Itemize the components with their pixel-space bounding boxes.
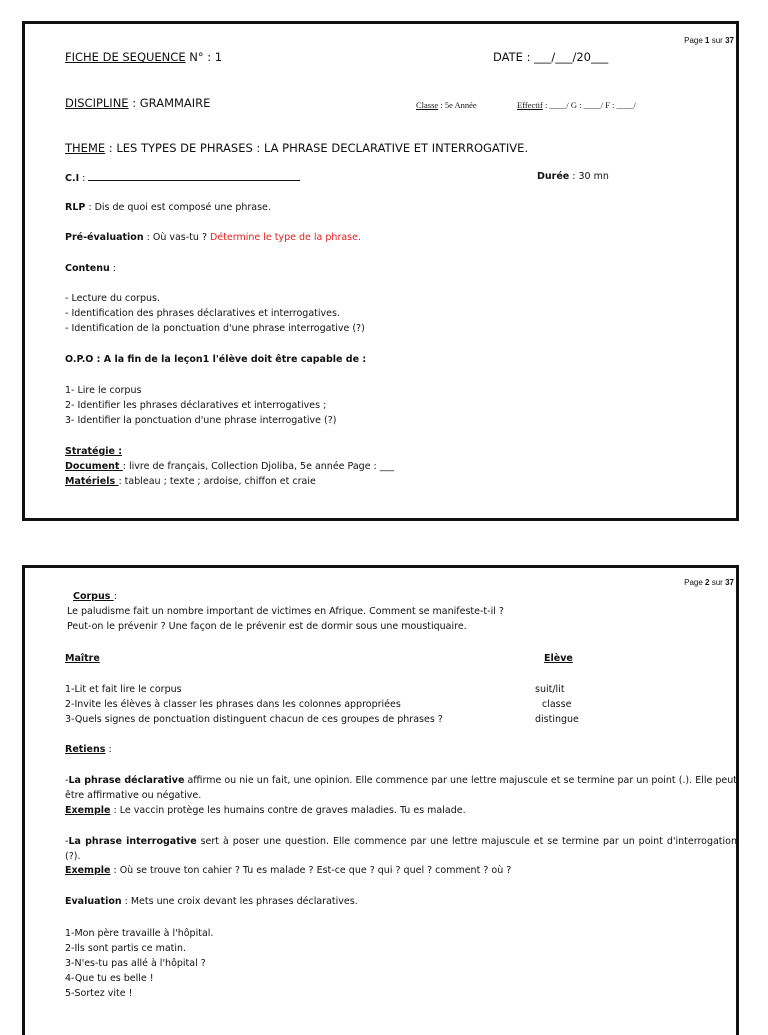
table-row-eleve: distingue [535, 714, 579, 725]
materiels-line: Matériels : tableau ; texte ; ardoise, chiffon et craie [65, 476, 316, 487]
list-item: 5-Sortez vite ! [65, 988, 133, 999]
declarative-example: Exemple : Le vaccin protège les humains contre de graves maladies. Tu es malade. [65, 805, 466, 816]
contenu-label: Contenu : [65, 263, 117, 274]
date-field: DATE : ___/___/20___ [493, 50, 609, 64]
discipline-line: DISCIPLINE : GRAMMAIRE [65, 96, 211, 110]
page-number: Page 1 sur 37 [684, 36, 734, 45]
list-item: 3- Identifier la ponctuation d'une phrase interrogative (?) [65, 415, 337, 426]
theme-line: THEME : LES TYPES DE PHRASES : LA PHRASE DECLARATIVE ET INTERROGATIVE. [65, 141, 529, 155]
rlp-line: RLP : Dis de quoi est composé une phrase. [65, 202, 271, 213]
evaluation-line: Evaluation : Mets une croix devant les phrases déclaratives. [65, 896, 358, 907]
pre-evaluation-line: Pré-évaluation : Où vas-tu ? Détermine le type de la phrase. [65, 232, 361, 243]
table-row-eleve: classe [542, 699, 572, 710]
list-item: 4-Que tu es belle ! [65, 973, 154, 984]
list-item: 2-Ils sont partis ce matin. [65, 943, 187, 954]
maitre-column [65, 682, 443, 727]
corpus-text [67, 604, 504, 634]
strategie-label: Stratégie : [65, 446, 123, 457]
effectif-field: Effectif : ____/ G : ____/ F : ____/ [517, 100, 636, 110]
list-item: 2- Identifier les phrases déclaratives et interrogatives ; [65, 400, 327, 411]
list-item: 1-Mon père travaille à l'hôpital. [65, 928, 214, 939]
classe-field: Classe : 5e Année [416, 100, 477, 110]
ci-field: C.I : [65, 171, 300, 184]
document-page-2 [22, 565, 739, 1035]
opo-heading: O.P.O : A la fin de la leçon1 l'élève doit être capable de : [65, 354, 367, 365]
duree-field: Durée : 30 mn [537, 171, 609, 182]
document-page-1 [22, 21, 739, 521]
page-number: Page 2 sur 37 [684, 578, 734, 587]
fiche-title: FICHE DE SEQUENCE N° : 1 [65, 50, 223, 64]
interrogative-example: Exemple : Où se trouve ton cahier ? Tu es malade ? Est-ce que ? qui ? quel ? comment ? où ? [65, 865, 512, 876]
strategie-section [65, 444, 394, 489]
corpus-label: Corpus : [73, 591, 117, 602]
corpus-line: Le paludisme fait un nombre important de victimes en Afrique. Comment se manifeste-t-il ? [67, 606, 504, 617]
table-row-maitre: 1-Lit et fait lire le corpus [65, 684, 182, 695]
contenu-list [65, 291, 365, 336]
table-row-maitre: 2-Invite les élèves à classer les phrases dans les colonnes appropriées [65, 699, 401, 710]
opo-list [65, 383, 336, 428]
corpus-line: Peut-on le prévenir ? Une façon de le prévenir est de dormir sous une moustiquaire. [67, 621, 467, 632]
ci-blank-line [88, 171, 300, 181]
list-item: - Identification de la ponctuation d'une phrase interrogative (?) [65, 323, 365, 334]
interrogative-definition: -La phrase interrogative sert à poser une question. Elle commence par une lettre majuscule et se termine par un point d'interrogation (?). [65, 836, 737, 862]
document-line: Document : livre de français, Collection Djoliba, 5e année Page : ___ [65, 461, 395, 472]
table-row-eleve: suit/lit [535, 684, 565, 695]
retiens-label: Retiens : [65, 744, 112, 755]
maitre-column-header: Maître [65, 653, 100, 664]
list-item: 1- Lire le corpus [65, 385, 142, 396]
evaluation-list [65, 926, 213, 1001]
list-item: - Identification des phrases déclaratives et interrogatives. [65, 308, 340, 319]
declarative-definition: -La phrase déclarative affirme ou nie un fait, une opinion. Elle commence par une lettre majuscule et se termine par un point (.). Elle peut être affirmative ou négative. [65, 775, 737, 801]
eleve-column [535, 682, 579, 727]
list-item: - Lecture du corpus. [65, 293, 160, 304]
table-row-maitre: 3-Quels signes de ponctuation distinguent chacun de ces groupes de phrases ? [65, 714, 443, 725]
eleve-column-header: Elève [544, 653, 573, 664]
list-item: 3-N'es-tu pas allé à l'hôpital ? [65, 958, 206, 969]
